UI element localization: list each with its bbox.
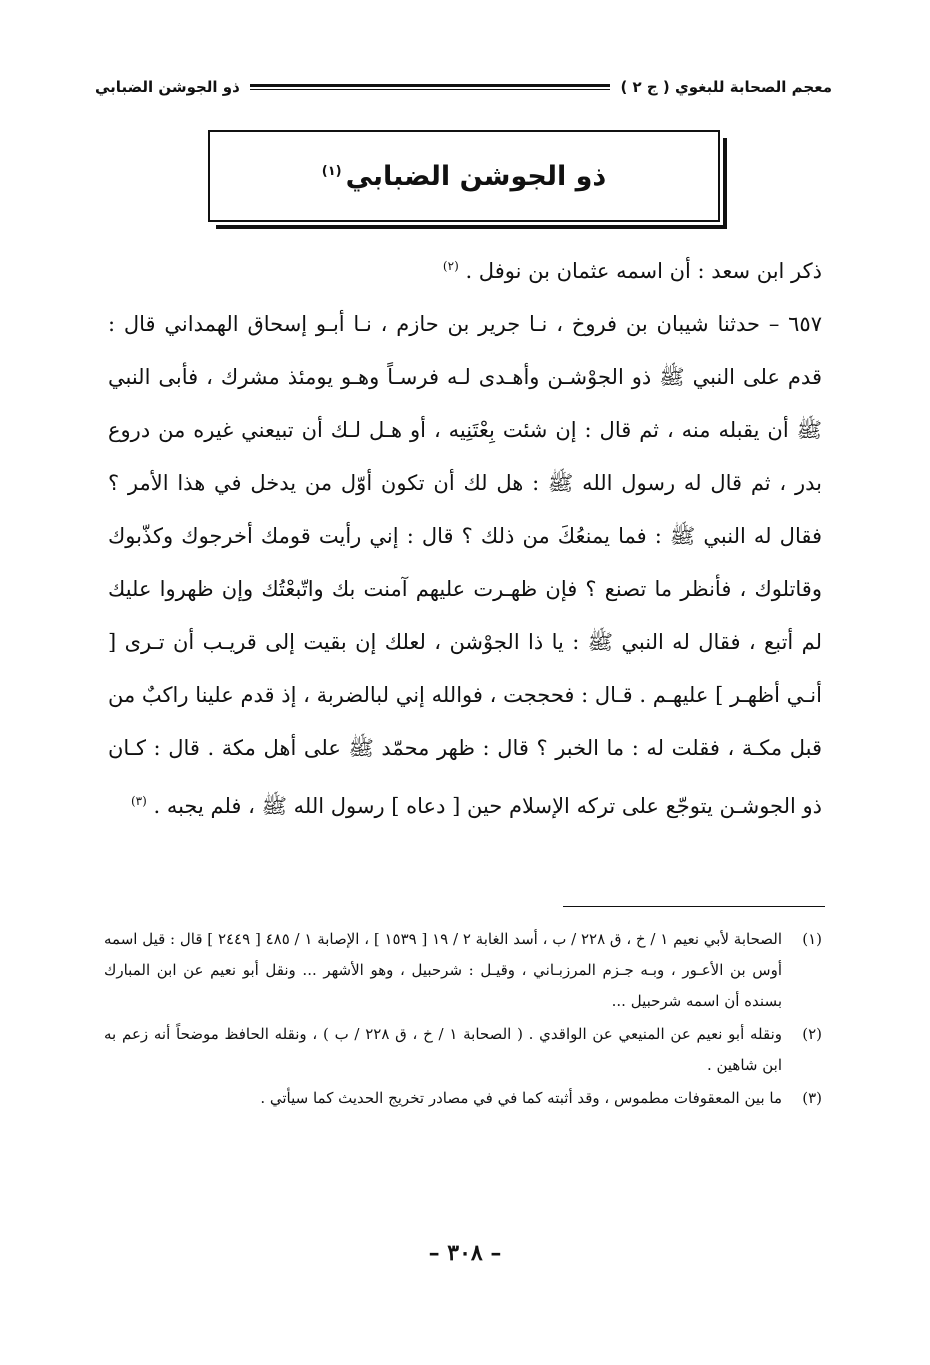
intro-text: ذكر ابن سعد : أن اسمه عثمان بن نوفل . [465,259,822,283]
hadith-text: ٦٥٧ – حدثنا شيبان بن فروخ ، نـا جرير بن حازم ، نـا أبـو إسحاق الهمداني قال : قدم على النبي ﷺ ذو الجوْشـن وأهـدى لـه فرسـاً وهـو يومئذ مشرك ، فأبى النبي ﷺ أن يقبله منه ، ثم قال : إن شئت بِعْتَنِيه ، أو هـل لـك أن تبيعني غيره من دروع بدر ، ثم قال له رسول الله ﷺ : هل لك أن تكون أوّل من يدخل في هذا الأمر ؟ فقال له النبي ﷺ : فما يمنعُكَ من ذلك ؟ قال : إني رأيت قومك أخرجوك وكذّبوك وقاتلوك ، فأنظر ما تصنع ؟ فإن ظهـرت عليهم آمنت بك واتّبعْتُك وإن ظهروا عليك لم أتبع ، فقال له النبي ﷺ : يا ذا الجوْشن ، لعلك إن بقيت إلى قريـب أن تـرى [ أنـي أظهـر ] عليهـم . قـال : فحججت ، فوالله إني لبالضربة ، إذ قدم علينا راكبٌ من قبل مكـة ، فقلت له : ما الخبر ؟ قال : ظهر محمّد ﷺ على أهل مكة . قال : كـان ذو الجوشـن يتوجّع على تركه الإسلام حين [ دعاه ] رسول الله ﷺ ، فلم يجبه . [108,312,822,818]
hadith-paragraph [108,298,822,833]
intro-paragraph [108,240,822,298]
footnote-number: (٣) [802,1089,822,1107]
intro-footnote-ref: (٢) [442,259,459,273]
header-book-title: معجم الصحابة للبغوي ( ج ٢ ) [620,78,832,96]
header-section-title: ذو الجوشن الضبابي [95,78,240,96]
footnote-text: ونقله أبو نعيم عن المنيعي عن الواقدي . ( الصحابة ١ / خ ، ق ٢٢٨ / ب ) ، ونقله الحافظ موضحاً أنه زعم به ابن شاهين . [104,1025,783,1074]
footnote-separator [563,906,825,907]
main-text [108,240,822,833]
running-header [95,78,832,96]
footnote-item [104,1019,822,1081]
footnote-number: (١) [802,930,822,948]
footnote-number: (٢) [802,1025,822,1043]
footnote-item [104,1083,822,1114]
hadith-footnote-ref: (٣) [130,794,147,808]
footnote-item [104,924,822,1017]
footnotes [104,924,822,1116]
chapter-title [322,161,607,192]
footnote-text: ما بين المعقوفات مطموس ، وقد أثبته كما في في مصادر تخريج الحديث كما سيأتي . [260,1089,782,1107]
title-footnote-ref: (١) [321,163,342,179]
page-number: – ٣٠٨ – [428,1240,502,1266]
chapter-title-box [208,130,720,222]
footnote-text: الصحابة لأبي نعيم ١ / خ ، ق ٢٢٨ / ب ، أسد الغابة ٢ / ١٩ [ ١٥٣٩ ] ، الإصابة ١ / ٤٨٥ [ ٢٤٤٩ ] قال : قيل اسمه أوس بن الأعـور ، وبـه جـزم المرزبـاني ، وقيـل : شرحبيل ، وهو الأشهر ... ونقل أبو نعيم عن ابن المبارك بسنده أن اسمه شرحبيل ... [104,930,782,1010]
chapter-title-text: ذو الجوشن الضبابي [345,160,607,192]
header-rule [250,84,611,90]
